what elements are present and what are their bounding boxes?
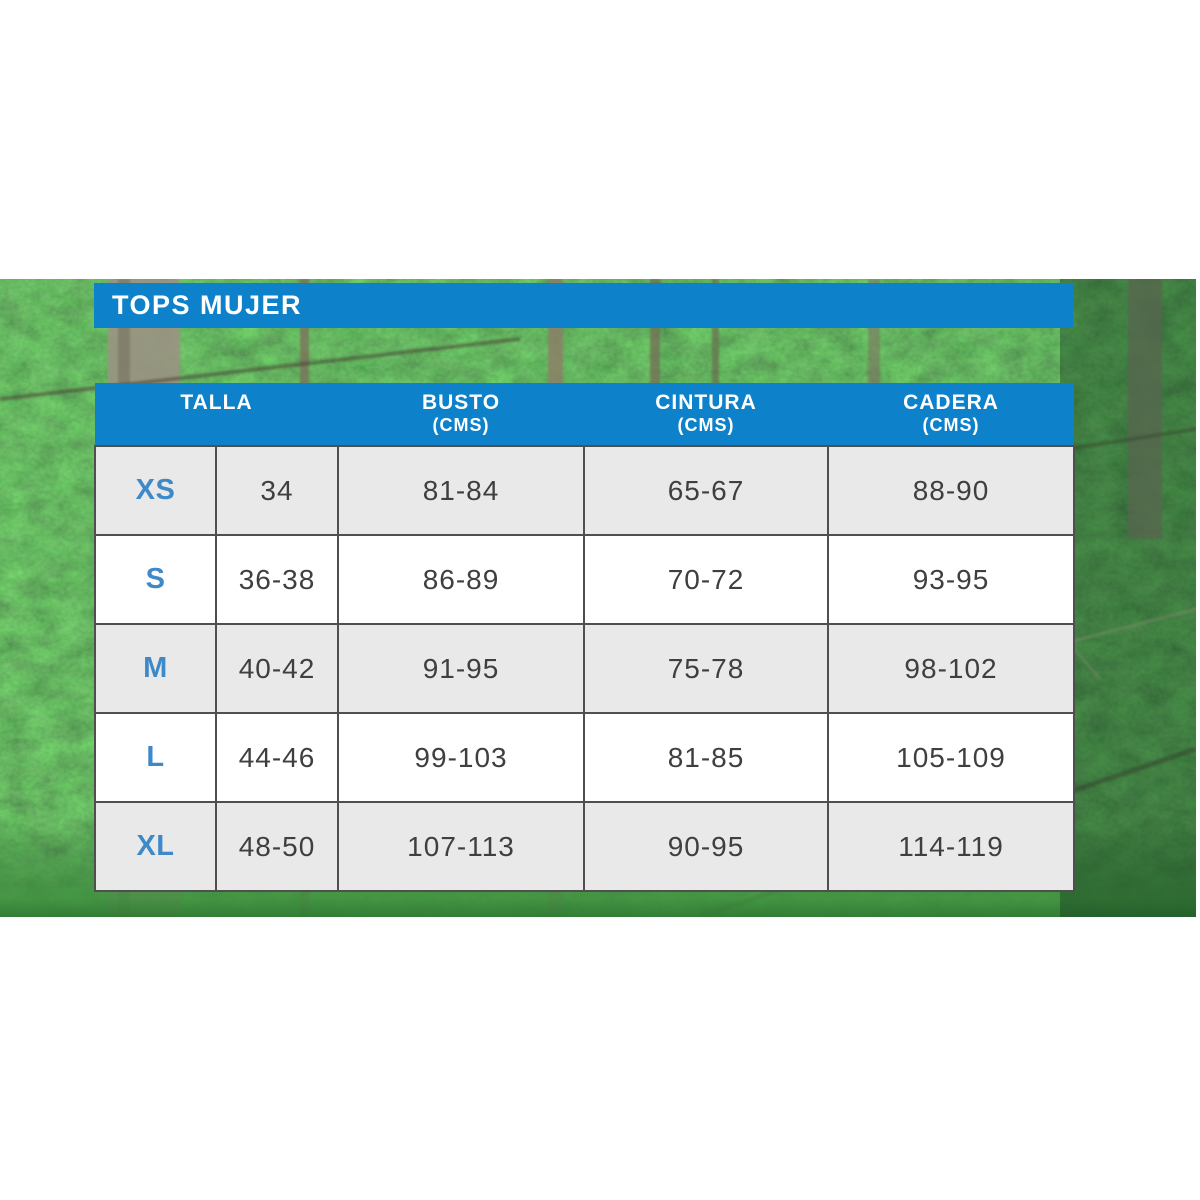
- header-cadera-unit: (CMS): [922, 415, 980, 436]
- table-row-xs: [95, 446, 1074, 535]
- header-busto-label: BUSTO: [421, 391, 501, 414]
- header-cadera: [828, 383, 1074, 446]
- dark-foliage-right: [1060, 279, 1196, 917]
- page-title: TOPS MUJER: [112, 290, 303, 320]
- cell-m-busto: 91-95: [338, 624, 584, 713]
- cell-l-cintura: 81-85: [584, 713, 828, 802]
- table-row-s: [95, 535, 1074, 624]
- table-row-l: [95, 713, 1074, 802]
- size-label-s: S: [95, 535, 216, 624]
- header-cintura-unit: (CMS): [677, 415, 735, 436]
- size-label-m: M: [95, 624, 216, 713]
- title-bar: [94, 283, 1073, 328]
- table-row-xl: [95, 802, 1074, 891]
- cell-l-cadera: 105-109: [828, 713, 1074, 802]
- cell-s-talla: 36-38: [216, 535, 338, 624]
- header-talla-label: TALLA: [180, 391, 253, 414]
- size-label-xs: XS: [95, 446, 216, 535]
- header-cintura-label: CINTURA: [655, 391, 757, 414]
- cell-m-cadera: 98-102: [828, 624, 1074, 713]
- cell-m-talla: 40-42: [216, 624, 338, 713]
- cell-xs-cintura: 65-67: [584, 446, 828, 535]
- cell-xl-busto: 107-113: [338, 802, 584, 891]
- cell-l-busto: 99-103: [338, 713, 584, 802]
- header-cintura: [584, 383, 828, 446]
- table-row-m: [95, 624, 1074, 713]
- cell-s-cintura: 70-72: [584, 535, 828, 624]
- cell-m-cintura: 75-78: [584, 624, 828, 713]
- cell-xs-talla: 34: [216, 446, 338, 535]
- table-header-row: [95, 383, 1074, 446]
- cell-xl-cintura: 90-95: [584, 802, 828, 891]
- cell-l-talla: 44-46: [216, 713, 338, 802]
- header-busto-unit: (CMS): [432, 415, 490, 436]
- header-talla: [95, 383, 338, 446]
- cell-xs-cadera: 88-90: [828, 446, 1074, 535]
- header-busto: [338, 383, 584, 446]
- header-cadera-label: CADERA: [903, 391, 999, 414]
- cell-s-busto: 86-89: [338, 535, 584, 624]
- cell-xl-cadera: 114-119: [828, 802, 1074, 891]
- size-label-l: L: [95, 713, 216, 802]
- size-chart-table: [94, 383, 1075, 892]
- cell-xl-talla: 48-50: [216, 802, 338, 891]
- size-label-xl: XL: [95, 802, 216, 891]
- cell-xs-busto: 81-84: [338, 446, 584, 535]
- cell-s-cadera: 93-95: [828, 535, 1074, 624]
